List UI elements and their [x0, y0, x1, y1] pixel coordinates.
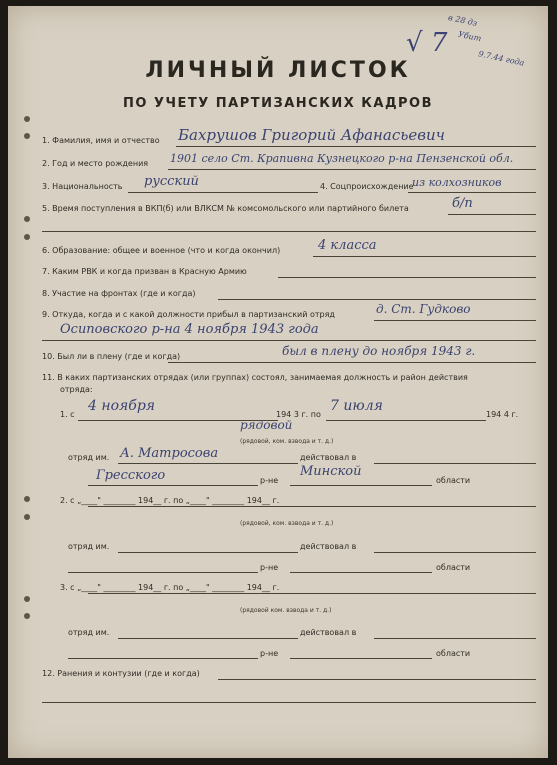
period-1-unit: А. Матросова: [120, 446, 219, 461]
punch-hole: [24, 216, 30, 222]
field-value-name: Бахрушов Григорий Афанасьевич: [178, 126, 445, 144]
field-label-arrival: 9. Откуда, когда и с какой должности прибыл в партизанский отряд: [42, 310, 335, 319]
period-2-unit-label: отряд им.: [68, 542, 110, 551]
period-1-region-label: области: [436, 476, 471, 485]
period-1-district-label: р-не: [260, 476, 279, 485]
field-label-units-cont: отряда:: [60, 385, 93, 394]
punch-hole: [24, 234, 30, 240]
period-1-year2: 194 4 г.: [486, 410, 519, 419]
corner-note: 9.7.44 года: [477, 49, 526, 68]
punch-hole: [24, 514, 30, 520]
document-sheet: [8, 6, 548, 758]
field-value-birth: 1901 село Ст. Крапивна Кузнецкого р-на Пензенской обл.: [170, 152, 514, 165]
period-3-text: 3. с „____" ________ 194__ г. по „____" ________ 194__ г.: [60, 583, 280, 592]
period-3-unit-label: отряд им.: [68, 628, 110, 637]
field-value-arrival: д. Ст. Гудково: [376, 302, 471, 316]
period-1-from: 4 ноября: [88, 398, 156, 414]
field-label-birth: 2. Год и место рождения: [42, 159, 149, 168]
field-label-units: 11. В каких партизанских отрядах (или группах) состоял, занимаемая должность и район действия: [42, 373, 468, 382]
field-label-education: 6. Образование: общее и военное (что и когда окончил): [42, 246, 281, 255]
corner-mark: √ 7: [406, 28, 448, 58]
period-1-unit-label: отряд им.: [68, 453, 110, 462]
punch-hole: [24, 596, 30, 602]
document-subtitle: ПО УЧЕТУ ПАРТИЗАНСКИХ КАДРОВ: [122, 96, 434, 111]
document-title: ЛИЧНЫЙ ЛИСТОК: [145, 58, 411, 83]
field-label-rvk: 7. Каким РВК и когда призван в Красную Армию: [42, 267, 247, 276]
corner-note: в 28 дз: [447, 13, 478, 28]
period-2-district-label: р-не: [260, 563, 279, 572]
period-2-region-label: области: [436, 563, 471, 572]
period-1-region: Минской: [300, 464, 362, 479]
period-1-from-label: 1. с: [60, 410, 75, 419]
field-label-captivity: 10. Был ли в плену (где и когда): [42, 352, 181, 361]
period-3-district-label: р-не: [260, 649, 279, 658]
period-2-role-caption: (рядовой, ком. взвода и т. д.): [240, 520, 334, 527]
period-1-role: рядовой: [240, 418, 293, 432]
field-value-social: из колхозников: [412, 176, 502, 189]
field-value-education: 4 класса: [318, 238, 377, 253]
field-value-arrival-cont: Осиповского р-на 4 ноября 1943 года: [60, 322, 319, 337]
period-3-role-caption: (рядовой ком. взвода и т. д.): [240, 607, 332, 614]
field-label-wounds: 12. Ранения и контузии (где и когда): [42, 669, 200, 678]
field-value-party: б/п: [452, 196, 473, 211]
punch-hole: [24, 116, 30, 122]
field-value-nationality: русский: [144, 174, 199, 189]
field-label-fronts: 8. Участие на фронтах (где и когда): [42, 289, 196, 298]
period-2-acted-label: действовал в: [300, 542, 357, 551]
punch-hole: [24, 496, 30, 502]
corner-note: Убит: [457, 29, 483, 44]
field-label-name: 1. Фамилия, имя и отчество: [42, 136, 160, 145]
period-3-region-label: области: [436, 649, 471, 658]
period-1-year1: 194 3 г. по: [276, 410, 321, 419]
period-3-acted-label: действовал в: [300, 628, 357, 637]
period-1-role-caption: (рядовой, ком. взвода и т. д.): [240, 438, 334, 445]
period-1-to: 7 июля: [330, 398, 383, 414]
field-label-social: 4. Соцпроисхождение: [320, 182, 414, 191]
field-value-captivity: был в плену до ноября 1943 г.: [282, 344, 476, 358]
field-label-nationality: 3. Национальность: [42, 182, 123, 191]
period-1-acted-label: действовал в: [300, 453, 357, 462]
field-label-party: 5. Время поступления в ВКП(б) или ВЛКСМ № комсомольского или партийного билета: [42, 204, 409, 213]
punch-hole: [24, 133, 30, 139]
period-2-text: 2. с „____" ________ 194__ г. по „____" ________ 194__ г.: [60, 496, 280, 505]
period-1-district: Гресского: [96, 468, 166, 483]
punch-hole: [24, 613, 30, 619]
